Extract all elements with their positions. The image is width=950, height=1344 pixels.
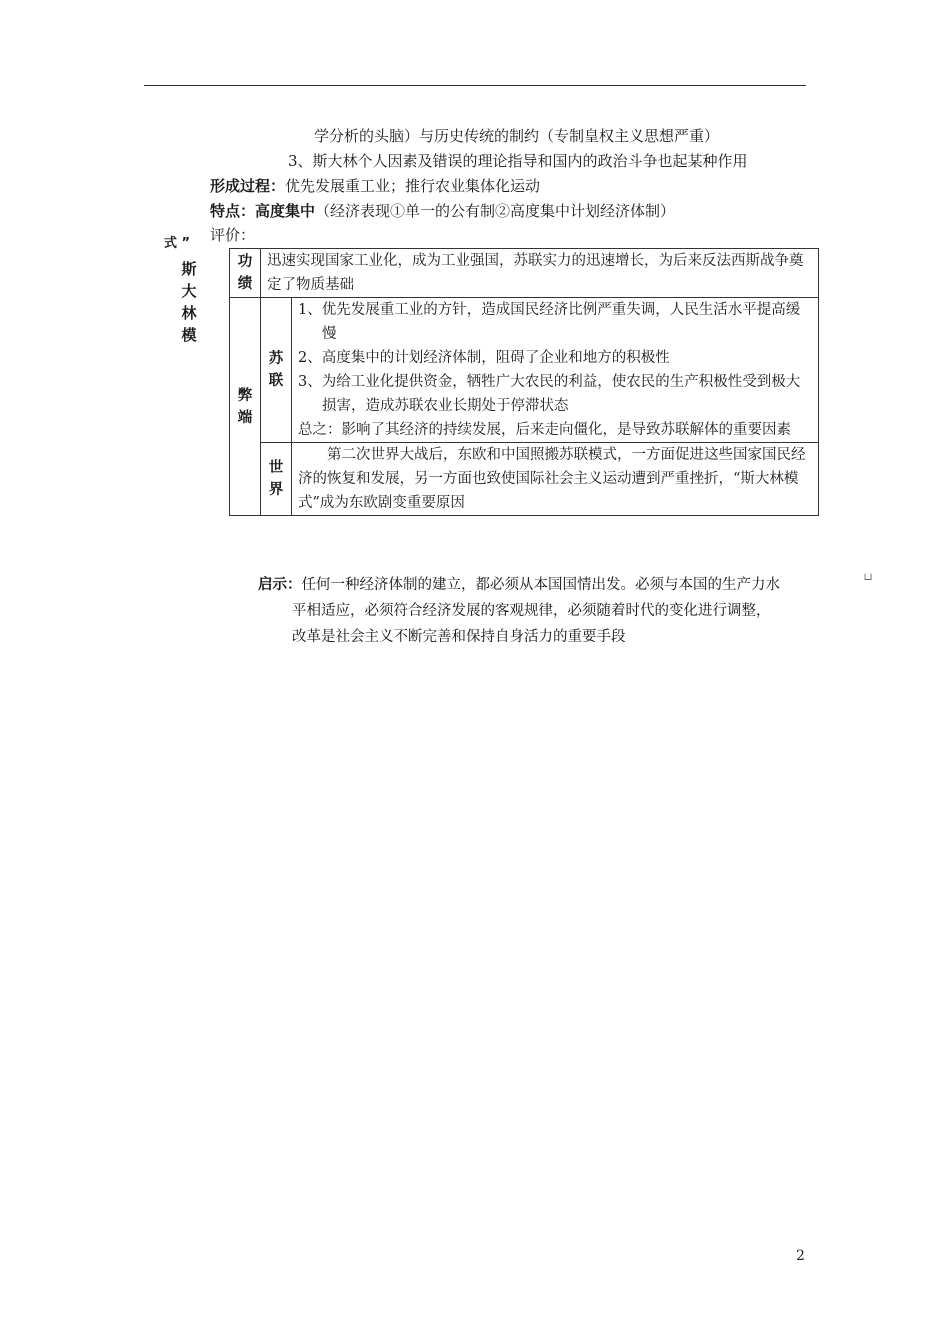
insight-line-1: 启示：任何一种经济体制的建立，都必须从本国国情出发。必须与本国的生产力水 <box>258 577 780 593</box>
ussr-content <box>292 298 819 443</box>
table-row-ussr <box>230 298 819 443</box>
insight-label: 启示： <box>258 577 302 593</box>
table-row-world <box>230 443 819 516</box>
feature-bold-text: 高度集中 <box>255 202 316 220</box>
table-row-achievement <box>230 249 819 298</box>
world-header: 世界 <box>261 443 292 516</box>
evaluation-table <box>229 248 819 516</box>
list-item: 1、优先发展重工业的方针，造成国民经济比例严重失调，人民生活水平提高缓慢 <box>298 302 801 342</box>
feature-label: 特点： <box>210 202 256 220</box>
achievement-text: 迅速实现国家工业化，成为工业强国，苏联实力的迅速增长，为后来反法西斯战争奠定了物质基础 <box>261 249 819 298</box>
side-label-chars: 斯大林模 <box>181 260 197 344</box>
achievement-header: 功绩 <box>230 249 261 298</box>
page-number: 2 <box>796 1248 805 1264</box>
list-item: 2、高度集中的计划经济体制，阻碍了企业和地方的积极性 <box>298 350 670 366</box>
world-text: 第二次世界大战后，东欧和中国照搬苏联模式，一方面促进这些国家国民经济的恢复和发展，另一方面也致使国际社会主义运动遭到严重挫折，“斯大林模式”成为东欧剧变重要原因 <box>292 443 819 516</box>
insight-line-3: 改革是社会主义不断完善和保持自身活力的重要手段 <box>292 629 626 645</box>
insight-block <box>258 572 858 650</box>
header-rule <box>144 85 806 86</box>
formation-text: 优先发展重工业；推行农业集体化运动 <box>285 177 541 195</box>
feature-line <box>210 200 675 222</box>
side-label-prefix: 式 ” <box>164 236 191 251</box>
drawbacks-header: 弊端 <box>230 298 261 516</box>
evaluation-label: 评价： <box>210 226 256 244</box>
list-item: 3、为给工业化提供资金，牺牲广大农民的利益，使农民的生产积极性受到极大损害，造成苏联农业长期处于停滞状态 <box>298 374 801 414</box>
corner-mark-icon: └┘ <box>862 575 875 586</box>
text-line-1: 学分析的头脑）与历史传统的制约（专制皇权主义思想严重） <box>314 127 720 145</box>
formation-line <box>210 175 540 197</box>
list-item: 总之：影响了其经济的持续发展，后来走向僵化，是导致苏联解体的重要因素 <box>298 422 791 438</box>
text-line-2: 3、斯大林个人因素及错误的理论指导和国内的政治斗争也起某种作用 <box>288 152 748 170</box>
feature-text: （经济表现①单一的公有制②高度集中计划经济体制） <box>315 202 676 220</box>
insight-line-2: 平相适应，必须符合经济发展的客观规律，必须随着时代的变化进行调整， <box>292 603 771 619</box>
ussr-header: 苏联 <box>261 298 292 443</box>
formation-label: 形成过程： <box>210 177 286 195</box>
